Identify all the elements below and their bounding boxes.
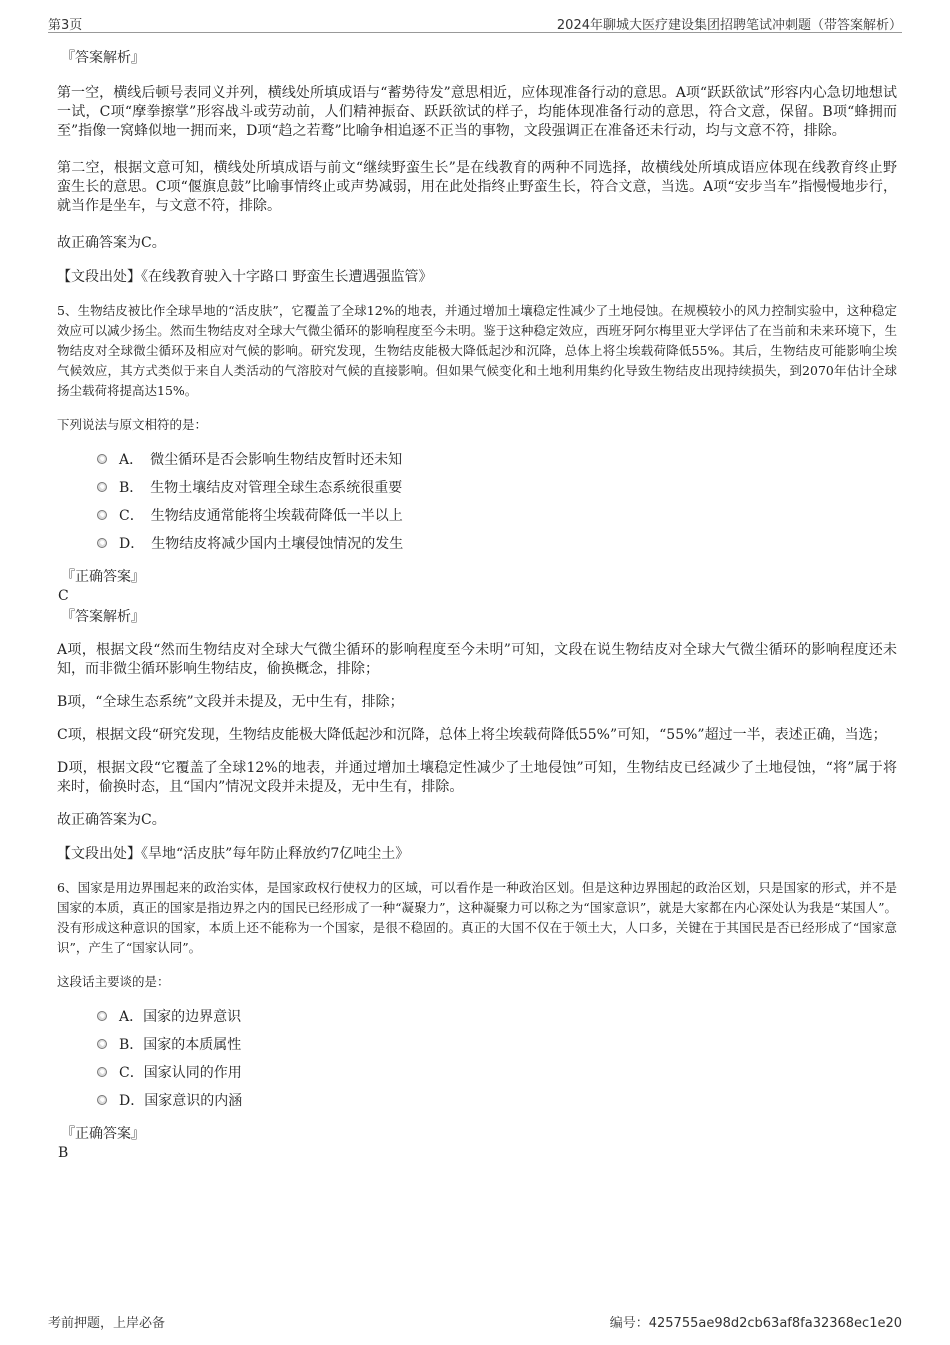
radio-icon[interactable]: [97, 1067, 107, 1077]
option-label: D． 生物结皮将减少国内土壤侵蚀情况的发生: [119, 536, 404, 552]
radio-icon[interactable]: [97, 1095, 107, 1105]
option-label: D．国家意识的内涵: [119, 1093, 243, 1109]
question-5-text: 5、生物结皮被比作全球旱地的“活皮肤”，它覆盖了全球12%的地表，并通过增加土壤稳定性减少了土地侵蚀。在规模较小的风力控制实验中，这种稳定效应可以减少扬尘。然而生物结皮对全球大气微尘循环的影响程度至今未明。鉴于这种稳定效应，西班牙阿尔梅里亚大学评估了在当前和未来环境下，生物结皮对全球微尘循环及相应对气候的影响。研究发现，生物结皮能极大降低起沙和沉降，总体上将尘埃载荷降低55%。其后，生物结皮可能影响尘埃气候效应，其方式类似于来自人类活动的气溶胶对气候的直接影响。但如果气候变化和土地利用集约化导致生物结皮出现持续损失，到2070年估计全球扬尘载荷将提高达15%。: [57, 303, 897, 398]
radio-icon[interactable]: [97, 454, 107, 464]
source-citation: 【文段出处】《旱地“活皮肤”每年防止释放约7亿吨尘土》: [57, 846, 410, 862]
option-label: A．国家的边界意识: [119, 1009, 242, 1025]
option-label: B． 生物土壤结皮对管理全球生态系统很重要: [119, 480, 403, 496]
document-title: 2024年聊城大医疗建设集团招聘笔试冲刺题（带答案解析）: [556, 18, 902, 33]
analysis-paragraph: B项，“全球生态系统”文段并未提及，无中生有，排除；: [57, 694, 404, 710]
correct-answer: C: [58, 588, 69, 604]
option-label: C．国家认同的作用: [119, 1065, 242, 1081]
footer-slogan: 考前押题，上岸必备: [48, 1316, 166, 1331]
option-a[interactable]: [97, 1002, 897, 1030]
analysis-paragraph: C项，根据文段“研究发现，生物结皮能极大降低起沙和沉降，总体上将尘埃载荷降低55%”可知，“55%”超过一半，表述正确，当选；: [57, 727, 887, 743]
option-b[interactable]: [97, 1030, 897, 1058]
page-header: [48, 12, 902, 33]
radio-icon[interactable]: [97, 1011, 107, 1021]
option-c[interactable]: [97, 1058, 897, 1086]
conclusion: 故正确答案为C。: [57, 812, 166, 828]
option-label: B．国家的本质属性: [119, 1037, 242, 1053]
document-content: [57, 44, 897, 1162]
question-6-prompt: 这段话主要谈的是：: [57, 974, 170, 989]
radio-icon[interactable]: [97, 510, 107, 520]
option-label: A． 微尘循环是否会影响生物结皮暂时还未知: [119, 452, 403, 468]
option-a[interactable]: [97, 445, 897, 473]
option-label: C． 生物结皮通常能将尘埃载荷降低一半以上: [119, 508, 403, 524]
analysis-tag: 『答案解析』: [61, 50, 145, 66]
radio-icon[interactable]: [97, 482, 107, 492]
analysis-paragraph: 第二空，根据文意可知，横线处所填成语与前文“继续野蛮生长”是在线教育的两种不同选择，故横线处所填成语应体现在线教育终止野蛮生长的意思。C项“偃旗息鼓”比喻事情终止或声势减弱，用在此处指终止野蛮生长，符合文意，当选。A项“安步当车”指慢慢地步行，就当作是坐车，与文意不符，排除。: [57, 160, 897, 214]
source-citation: 【文段出处】《在线教育驶入十字路口 野蛮生长遭遇强监管》: [57, 269, 433, 285]
document-id: 编号：425755ae98d2cb63af8fa32368ec1e20: [609, 1316, 902, 1331]
conclusion: 故正确答案为C。: [57, 235, 166, 251]
option-c[interactable]: [97, 501, 897, 529]
analysis-paragraph: D项，根据文段“它覆盖了全球12%的地表，并通过增加土壤稳定性减少了土地侵蚀”可知，生物结皮已经减少了土地侵蚀，“将”属于将来时，偷换时态，且“国内”情况文段并未提及，无中生有，排除。: [57, 760, 897, 795]
analysis-tag: 『答案解析』: [61, 609, 145, 625]
question-6-options: [97, 1002, 897, 1114]
answer-tag: 『正确答案』: [61, 1126, 145, 1142]
analysis-paragraph: A项，根据文段“然而生物结皮对全球大气微尘循环的影响程度至今未明”可知，文段在说生物结皮对全球大气微尘循环的影响程度还未知，而非微尘循环影响生物结皮，偷换概念，排除；: [57, 642, 897, 677]
question-5-prompt: 下列说法与原文相符的是：: [57, 417, 208, 432]
page-number: 第3页: [48, 18, 83, 33]
analysis-paragraph: 第一空，横线后顿号表同义并列，横线处所填成语与“蓄势待发”意思相近，应体现准备行动的意思。A项“跃跃欲试”形容内心急切地想试一试，C项“摩拳擦掌”形容战斗或劳动前，人们精神振奋、跃跃欲试的样子，均能体现准备行动的意思，符合文意，保留。B项“蜂拥而至”指像一窝蜂似地一拥而来，D项“趋之若鹜”比喻争相追逐不正当的事物，文段强调正在准备还未行动，均与文意不符，排除。: [57, 85, 897, 139]
option-b[interactable]: [97, 473, 897, 501]
correct-answer: B: [58, 1145, 69, 1161]
question-5-options: [97, 445, 897, 557]
page-footer: [48, 1312, 902, 1332]
question-6-text: 6、国家是用边界围起来的政治实体，是国家政权行使权力的区域，可以看作是一种政治区划。但是这种边界围起的政治区划，只是国家的形式，并不是国家的本质，真正的国家是指边界之内的国民已经形成了一种“凝聚力”，这种凝聚力可以称之为“国家意识”，就是大家都在内心深处认为我是“某国人”。没有形成这种意识的国家，本质上还不能称为一个国家，是很不稳固的。真正的大国不仅在于领土大，人口多，关键在于其国民是否已经形成了“国家意识”，产生了“国家认同”。: [57, 880, 897, 955]
answer-tag: 『正确答案』: [61, 569, 145, 585]
radio-icon[interactable]: [97, 538, 107, 548]
radio-icon[interactable]: [97, 1039, 107, 1049]
option-d[interactable]: [97, 1086, 897, 1114]
option-d[interactable]: [97, 529, 897, 557]
